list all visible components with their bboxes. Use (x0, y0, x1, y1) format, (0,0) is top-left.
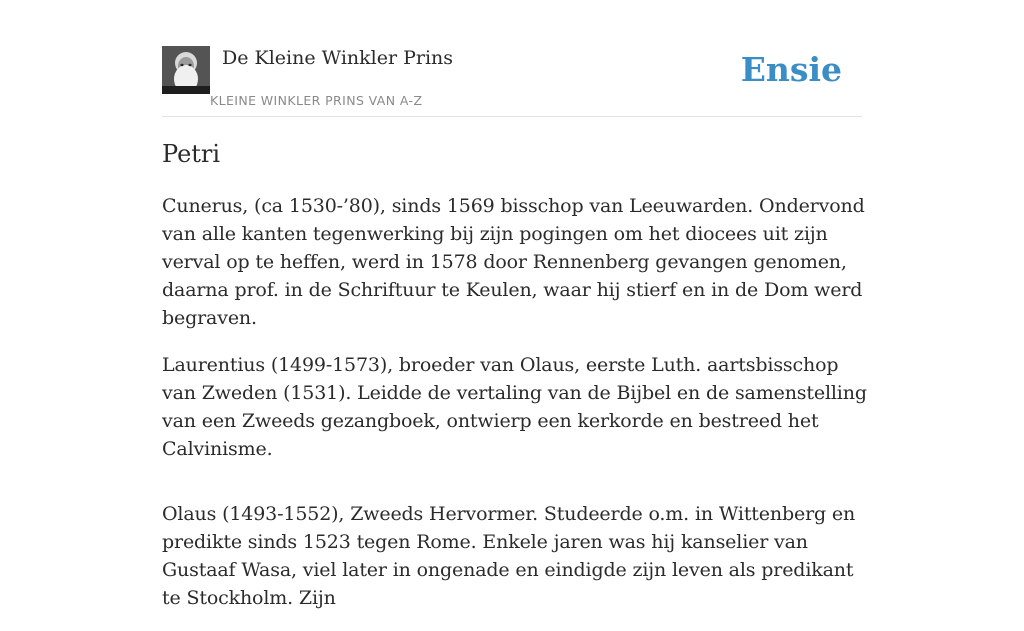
book-title[interactable]: De Kleine Winkler Prins (222, 47, 454, 69)
paragraph-cunerus: Cunerus, (ca 1530-’80), sinds 1569 bisschop van Leeuwarden. Ondervond van alle kanten tegenwerking bij zijn pogingen om het diocees uit zijn verval op te heffen, werd in 1578 door Rennenberg gevangen genomen, daarna prof. in de Schriftuur te Keulen, waar hij stierf en in de Dom werd begraven. (162, 195, 865, 329)
author-avatar[interactable] (162, 46, 210, 94)
entry-title: Petri (162, 140, 221, 168)
book-subtitle[interactable]: KLEINE WINKLER PRINS VAN A-Z (210, 93, 423, 108)
avatar-portrait-icon (162, 46, 210, 94)
paragraph-olaus: Olaus (1493-1552), Zweeds Hervormer. Studeerde o.m. in Wittenberg en predikte sinds 1523 tegen Rome. Enkele jaren was hij kanselier van Gustaaf Wasa, viel later in ongenade en eindigde zijn leven als predikant te Stockholm. Zijn (162, 503, 856, 609)
paragraph-laurentius: Laurentius (1499-1573), broeder van Olaus, eerste Luth. aartsbisschop van Zweden (1531). Leidde de vertaling van de Bijbel en de samenstelling van een Zweeds gezangboek, ontwierp een kerkorde en bestreed het Calvinisme. (162, 354, 867, 460)
ensie-logo[interactable]: Ensie (740, 50, 842, 89)
site-header (162, 46, 862, 117)
entry-body (162, 192, 867, 631)
